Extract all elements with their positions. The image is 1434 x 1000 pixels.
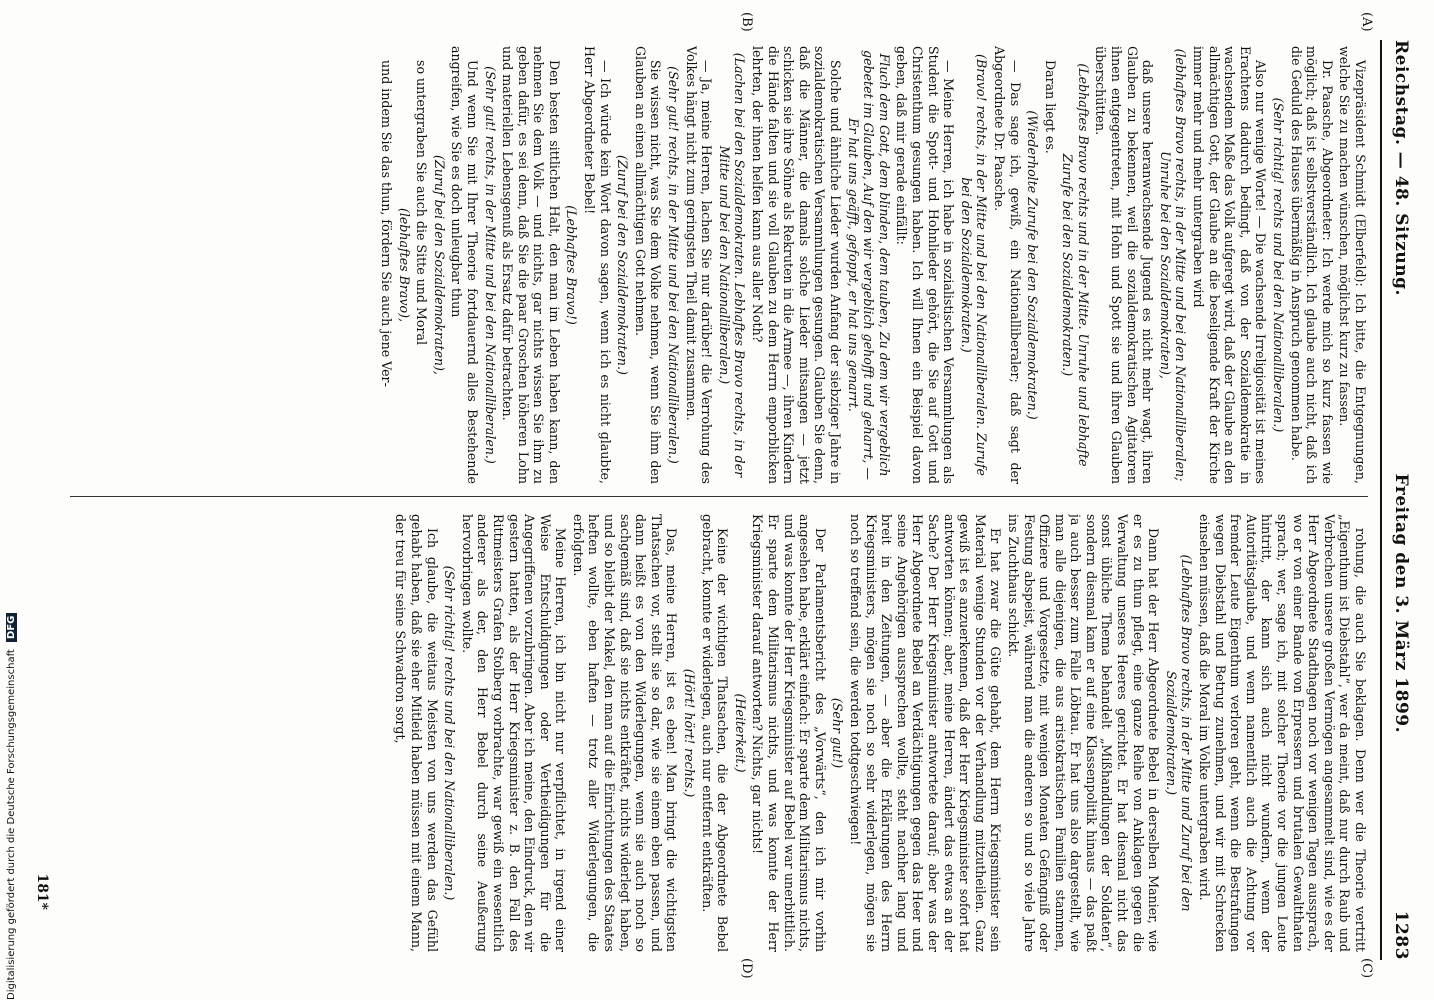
stage-direction: (Zuruf bei den Sozialdemokraten.) (615, 155, 631, 375)
paragraph: rohung, die auch Sie beklagen. Denn wer die Theorie vertritt „Eigenthum ist Diebstahl“, wer da meint, daß nur durch Raub und Verbrechen unsere großen Vermögen angesammelt sind, wie es der Herr Abgeordnete Stadthagen noch vor wenigen Tagen aussprach, wo er von einer Bande von Erpressern und brutalen Gewaltthaten sprach; wer, sage ich, mit solcher Theorie vor die jungen Leute hintritt, der kann sich auch nicht wundern, wenn der Autoritätsglaube, und wenn namentlich auch die Achtung vor fremder Leute Eigenthum verloren geht, wenn die Bestrafungen wegen Diebstahl und Betrug zunehmen, und wir mit Schrecken einsehen müssen, daß die Moral im Volke untergraben wird. (1197, 514, 1368, 952)
paragraph: Meine Herren, ich bin nicht nur verpflichtet, in irgend einer Weise Entschuldigungen oder Vertheidigungen für die Angegriffenen vorzubringen. Aber ich meine, den Eindruck, den wir gestern hatten, als der Herr Kriegsminister z. B. den Fall des Rittmeisters Grafen Stolberg vorbrachte, war gewiß ein wesentlich anderer als der, den Herr Bebel durch seine Aeußerung hervorbringen wollte. (459, 514, 569, 952)
margin-marker-d: (D) (739, 958, 754, 979)
stage-direction: (Sehr gut! rechts, in der Mitte und bei den Nationalliberalen.) (666, 66, 682, 464)
stage-direction: (Zuruf bei den Sozialdemokraten), (431, 155, 447, 375)
left-text-column (70, 46, 1368, 484)
paragraph: Das, meine Herren, ist es eben! Man bringt die wichtigsten Thatsachen vor, stellt sie so dar, wie sie einem eben passen, und dann heißt es von den Widerlegungen, wenn sie auch noch so sachgemäß sind, daß sie nichts entkräftet, nichts widerlegt haben, und so bleibt der Makel, den man auf die Einrichtungen des Staates heften wollte, eben haften — trotz aller Widerlegungen, die erfolgten. (570, 514, 680, 952)
right-text-column (70, 514, 1368, 952)
digitization-credit (6, 613, 17, 1000)
paragraph: — Ich würde kein Wort davon sagen, wenn ich es nicht glaubte, Herr Abgeordneter Bebel! (582, 46, 613, 484)
paragraph: Der Parlamentsbericht des „Vorwärts“, den ich mir vorhin angesehen habe, erklärt einfach: Er sparte dem Militarismus nichts, und was konnte der Herr Kriegsminister auf Bebel war unerbittlich. Er sparte dem Militarismus nichts, und was konnte der Herr Kriegsminister darauf antworten? Nichts, gar nichts! (750, 514, 828, 952)
header-left: Reichstag. — 48. Sitzung. (1391, 40, 1411, 296)
paragraph: und indem Sie das thun, fördern Sie auch jene Ver- (378, 60, 394, 387)
stage-direction: (Wiederholte Zurufe bei den Sozialdemokraten.) (1025, 110, 1041, 420)
margin-marker-b: (B) (739, 12, 754, 32)
sheet-signature: 181* (34, 873, 50, 910)
page-number: 1283 (1391, 910, 1411, 960)
stage-direction: (Bravo! rechts, in der Mitte und bei den Nationalliberalen. Zurufe bei den Sozialdemokraten.) (958, 54, 990, 476)
header-rule (1380, 40, 1382, 960)
stage-direction: (Sehr richtig! rechts und bei den Nationalliberalen.) (442, 565, 458, 901)
stage-direction: (lebhaftes Bravo), (396, 207, 412, 323)
stage-direction: (Lachen bei den Sozialdemokraten. Lebhaftes Bravo rechts, in der Mitte und bei den Nationalliberalen.) (716, 52, 748, 478)
column-divider (70, 496, 1368, 497)
credit-text: Digitalisierung gefördert durch die Deutsche Forschungsgemeinschaft (6, 649, 17, 1000)
paragraph: Also nur wenige Worte! — Die wachsende Irreligiosität ist meines Erachtens dadurch bedingt, daß von der Sozialdemokratie in wachsendem Maße das Volk aufgeregt wird, daß der Glaube an den allmächtigen Gott, der Glaube an die beseligende Kraft der Kirche immer mehr und mehr untergraben wird (1191, 46, 1269, 484)
paragraph: Dr. Paasche, Abgeordneter: Ich werde mich so kurz fassen wie möglich; daß ist selbstverständlich. Ich glaube auch nicht, daß ich die Geduld des Hauses übermäßig in Anspruch genommen habe. (1288, 46, 1335, 484)
paragraph: Sie wissen nicht, was Sie dem Volke nehmen, wenn Sie ihm den Glauben an einen allmächtigen Gott nehmen. (632, 46, 664, 484)
stage-direction: (Hört! hört! rechts.) (682, 668, 698, 798)
paragraph: Ich glaube, die weitaus Meisten von uns werden das Gefühl gehabt haben, daß sie eher Mitleid haben müssen mit einem Mann, der treu für seine Schwadron sorgt, (393, 514, 440, 952)
dfg-logo: DFG (6, 613, 17, 642)
stage-direction: (Sehr gut!) (830, 697, 846, 769)
paragraph: Vizepräsident Schmidt (Elberfeld): Ich bitte, die Entgegnungen, welche Sie zu machen wünschen, möglichst kurz zu fassen. (1337, 46, 1368, 484)
stage-direction: (Lebhaftes Bravo rechts, in der Mitte und Zuruf bei den Sozialdemokraten.) (1163, 554, 1195, 912)
margin-marker-a: (A) (1359, 12, 1374, 32)
stage-direction: (Lebhaftes Bravo rechts und in der Mitte. Unruhe und lebhafte Zurufe bei den Sozialdemokraten.) (1060, 63, 1091, 467)
stage-direction: (Heiterkeit.) (732, 693, 748, 773)
paragraph: — Ja, meine Herren, lachen Sie nur darüber! die Verrohung des Volkes hängt nicht zum geringsten Theil damit zusammen. (683, 46, 715, 484)
stage-direction: (Sehr gut! rechts, in der Mitte und bei den Nationalliberalen.) (482, 66, 498, 464)
paragraph: Den besten sittlichen Halt, den man im Leben haben kann, den nehmen Sie dem Volk — und nichts, gar nichts wissen Sie ihm zu geben dafür, es sei denn, daß Sie die paar Groschen höheren Lohn und materiellen Lebensgenuß als Ersatz dafür betrachten. (500, 46, 562, 484)
paragraph: Dann hat der Herr Abgeordnete Bebel in derselben Manier, wie er es zu thun pflegt, eine ganze Reihe von Anklagen gegen die Verwaltung unseres Heeres gerichtet. Er hat diesmal nicht das sonst übliche Thema behandelt „Mißhandlungen der Soldaten“, sondern diesmal kam er auf eine Klassenpolitik hinaus — das paßt ja auch besser zum Falle Löbtau. Er hat uns also dargestellt, wie man alle diejenigen, die aus aristokratischen Familien stammen, Offiziere und Vorgesetzte, mit wenigen Monaten Gefängniß oder Festung abspeist, während man die anderen so und so viele Jahre ins Zuchthaus schickt. (1005, 514, 1162, 952)
paragraph: — Meine Herren, ich habe in sozialistischen Versammlungen als Student die Spott- und Hohnlieder gehört, die Sie auf Gott und Christenthum gesungen haben. Ich will Ihnen ein Beispiel davon geben, daß mir gerade einfällt: (894, 46, 957, 484)
stage-direction: (Sehr richtig! rechts und bei den Nationalliberalen.) (1271, 97, 1287, 433)
margin-marker-c: (C) (1359, 958, 1374, 979)
page-header (1386, 40, 1416, 960)
paragraph: daß unsere heranwachsende Jugend es nicht mehr wagt, ihren Glauben zu bekennen, weil die sozialdemokratischen Agitatoren ihnen entgegentreten, mit Hohn und Spott sie und ihren Glauben überschütten. (1093, 46, 1156, 484)
paragraph: Er hat zwar die Güte gehabt, dem Herrn Kriegsminister sein Material wenige Stunden vor der Verhandlung mitzutheilen. Ganz gewiß ist es anzuerkennen, daß der Herr Kriegsminister sofort hat antworten können; aber, meine Herren, ändert das etwas an der Sache? Der Herr Kriegsminister antwortete darauf; aber was der Herr Abgeordnete Bebel an Verdächtigungen gegen das Heer und seine Angehörigen aussprechen wollte, steht nachher lang und breit in den Zeitungen, — aber die Erklärungen des Herrn Kriegsministers, mögen sie noch so sehr widerlegen, mögen sie noch so treffend sein, die werden todtgeschwiegen! (848, 514, 1004, 952)
stage-direction: (Lebhaftes Bravo!) (564, 205, 580, 325)
paragraph: Solche und ähnliche Lieder wurden Anfang der siebziger Jahre in sozialdemokratischen Versammlungen gesungen. Glauben Sie denn, daß die Männer, die damals solche Lieder mitsangen — jetzt schicken sie ihre Söhne als Rekruten in die Armee —, ihren Kindern die Hände falten und sie voll Glauben zu dem Herrn emporblicken lehrten, der ihnen helfen kann aus aller Noth? (750, 46, 843, 484)
header-date: Freitag den 3. März 1899. (1391, 473, 1411, 734)
paragraph: Keine der wichtigen Thatsachen, die der Abgeordnete Bebel gebracht, konnte er widerlegen, auch nur entfernt entkräften. (699, 514, 731, 952)
paragraph: Daran liegt es. (1042, 60, 1058, 154)
stage-direction: (lebhaftes Bravo rechts, in der Mitte und bei den Nationalliberalen; Unruhe bei den Sozialdemokraten), (1157, 48, 1189, 482)
paragraph: — Das sage ich, gewiß, ein Nationalliberaler; daß sagt der Abgeordnete Dr. Paasche. (991, 46, 1023, 484)
stage-direction: Fluch dem Gott, dem blinden, dem tauben, Zu dem wir vergeblich gebetet im Glauben, Auf den wir vergeblich gehofft und geharrt, — Er hat uns geäfft, gefoppt, er hat uns genarrt. (845, 50, 892, 480)
paragraph: so untergraben Sie auch die Sitte und Moral (414, 60, 430, 346)
paragraph: Und wenn Sie mit Ihrer Theorie fortdauernd alles Bestehende angreifen, wie Sie es doch unleugbar thun (449, 46, 480, 484)
